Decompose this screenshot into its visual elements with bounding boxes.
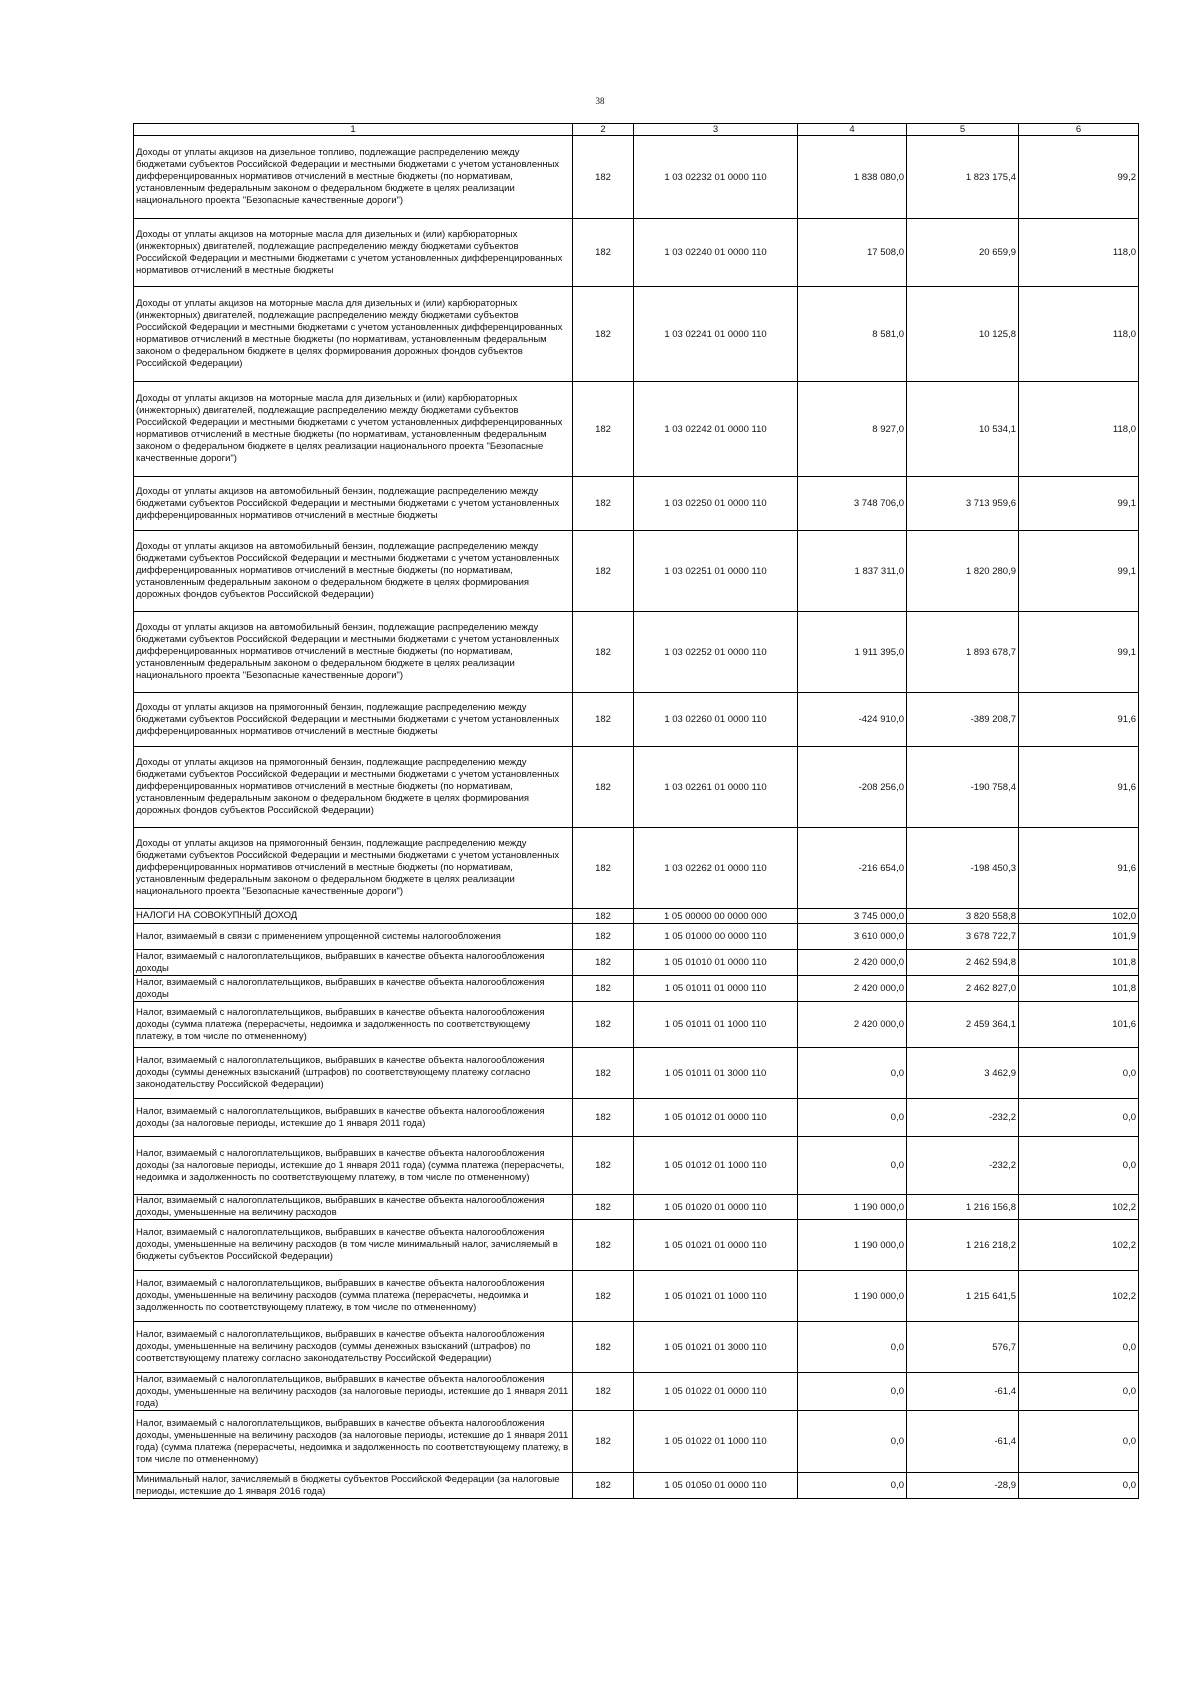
revenue-name-cell: Налог, взимаемый с налогоплательщиков, выбравших в качестве объекта налогообложения доходы, уменьшенные на величину расходов (за налоговые периоды, истекшие до 1 января 2011 года) — [134, 1373, 573, 1411]
admin-code-cell: 182 — [573, 1411, 634, 1473]
actual-amount-cell: 3 713 959,6 — [907, 477, 1019, 531]
revenue-name-cell: Налог, взимаемый с налогоплательщиков, выбравших в качестве объекта налогообложения доходы, уменьшенные на величину расходов (сумма платежа (перерасчеты, недоимка и задолженность по соответствующему платежу, в том числе по отмененному) — [134, 1271, 573, 1322]
column-number-row — [134, 124, 1139, 136]
actual-amount-cell: -198 450,3 — [907, 828, 1019, 909]
plan-amount-cell: -208 256,0 — [798, 747, 907, 828]
budget-code-cell: 1 03 02252 01 0000 110 — [634, 612, 798, 693]
table-row — [134, 1473, 1139, 1499]
plan-amount-cell: 3 610 000,0 — [798, 924, 907, 950]
budget-code-cell: 1 03 02260 01 0000 110 — [634, 693, 798, 747]
admin-code-cell: 182 — [573, 1220, 634, 1271]
actual-amount-cell: 10 534,1 — [907, 382, 1019, 477]
budget-code-cell: 1 05 01011 01 3000 110 — [634, 1048, 798, 1099]
actual-amount-cell: -61,4 — [907, 1411, 1019, 1473]
admin-code-cell: 182 — [573, 477, 634, 531]
revenue-name-cell: Доходы от уплаты акцизов на автомобильный бензин, подлежащие распределению между бюджетами субъектов Российской Федерации и местными бюджетами с учетом установленных дифференцированных нормативов отчислений в местные бюджеты — [134, 477, 573, 531]
execution-percent-cell: 101,9 — [1019, 924, 1139, 950]
plan-amount-cell: 1 837 311,0 — [798, 531, 907, 612]
execution-percent-cell: 101,8 — [1019, 976, 1139, 1002]
execution-percent-cell: 0,0 — [1019, 1099, 1139, 1137]
plan-amount-cell: 0,0 — [798, 1473, 907, 1499]
plan-amount-cell: -216 654,0 — [798, 828, 907, 909]
plan-amount-cell: 0,0 — [798, 1373, 907, 1411]
budget-code-cell: 1 05 01022 01 1000 110 — [634, 1411, 798, 1473]
revenue-name-cell: Доходы от уплаты акцизов на дизельное топливо, подлежащие распределению между бюджетами субъектов Российской Федерации и местными бюджетами с учетом установленных дифференцированных нормативов отчислений в местные бюджеты (по нормативам, установленным федеральным законом о федеральном бюджете в целях реализации национального проекта "Безопасные качественные дороги") — [134, 136, 573, 219]
revenue-name-cell: Налог, взимаемый с налогоплательщиков, выбравших в качестве объекта налогообложения доходы, уменьшенные на величину расходов (за налоговые периоды, истекшие до 1 января 2011 года) (сумма платежа (перерасчеты, недоимка и задолженность по соответствующему платежу, в том числе по отмененному) — [134, 1411, 573, 1473]
table-row — [134, 1195, 1139, 1220]
execution-percent-cell: 102,2 — [1019, 1220, 1139, 1271]
budget-code-cell: 1 05 01050 01 0000 110 — [634, 1473, 798, 1499]
execution-percent-cell: 0,0 — [1019, 1137, 1139, 1195]
page-number: 38 — [595, 96, 605, 106]
table-row — [134, 1220, 1139, 1271]
table-row — [134, 1271, 1139, 1322]
execution-percent-cell: 118,0 — [1019, 219, 1139, 287]
plan-amount-cell: 0,0 — [798, 1137, 907, 1195]
execution-percent-cell: 118,0 — [1019, 382, 1139, 477]
budget-code-cell: 1 05 01011 01 0000 110 — [634, 976, 798, 1002]
column-number: 1 — [134, 124, 573, 136]
table-row — [134, 612, 1139, 693]
actual-amount-cell: -389 208,7 — [907, 693, 1019, 747]
budget-code-cell: 1 03 02251 01 0000 110 — [634, 531, 798, 612]
plan-amount-cell: 8 927,0 — [798, 382, 907, 477]
revenue-name-cell: Доходы от уплаты акцизов на моторные масла для дизельных и (или) карбюраторных (инжекторных) двигателей, подлежащие распределению между бюджетами субъектов Российской Федерации и местными бюджетами с учетом установленных дифференцированных нормативов отчислений в местные бюджеты (по нормативам, установленным федеральным законом о федеральном бюджете в целях реализации национального проекта "Безопасные качественные дороги") — [134, 382, 573, 477]
plan-amount-cell: 1 190 000,0 — [798, 1220, 907, 1271]
admin-code-cell: 182 — [573, 1195, 634, 1220]
plan-amount-cell: -424 910,0 — [798, 693, 907, 747]
budget-code-cell: 1 03 02242 01 0000 110 — [634, 382, 798, 477]
execution-percent-cell: 118,0 — [1019, 287, 1139, 382]
plan-amount-cell: 3 748 706,0 — [798, 477, 907, 531]
admin-code-cell: 182 — [573, 1473, 634, 1499]
admin-code-cell: 182 — [573, 612, 634, 693]
plan-amount-cell: 8 581,0 — [798, 287, 907, 382]
table-row — [134, 828, 1139, 909]
admin-code-cell: 182 — [573, 1271, 634, 1322]
execution-percent-cell: 0,0 — [1019, 1411, 1139, 1473]
plan-amount-cell: 0,0 — [798, 1322, 907, 1373]
table-row — [134, 1048, 1139, 1099]
admin-code-cell: 182 — [573, 1099, 634, 1137]
budget-code-cell: 1 05 01021 01 0000 110 — [634, 1220, 798, 1271]
revenue-name-cell: Налог, взимаемый с налогоплательщиков, выбравших в качестве объекта налогообложения доходы (за налоговые периоды, истекшие до 1 января 2011 года) — [134, 1099, 573, 1137]
execution-percent-cell: 0,0 — [1019, 1473, 1139, 1499]
table-row — [134, 1322, 1139, 1373]
execution-percent-cell: 0,0 — [1019, 1373, 1139, 1411]
revenue-name-cell: Доходы от уплаты акцизов на моторные масла для дизельных и (или) карбюраторных (инжекторных) двигателей, подлежащие распределению между бюджетами субъектов Российской Федерации и местными бюджетами с учетом установленных дифференцированных нормативов отчислений в местные бюджеты (по нормативам, установленным федеральным законом о федеральном бюджете в целях формирования дорожных фондов субъектов Российской Федерации) — [134, 287, 573, 382]
admin-code-cell: 182 — [573, 950, 634, 976]
column-number: 5 — [907, 124, 1019, 136]
admin-code-cell: 182 — [573, 136, 634, 219]
budget-code-cell: 1 03 02250 01 0000 110 — [634, 477, 798, 531]
revenue-name-cell: Доходы от уплаты акцизов на прямогонный бензин, подлежащие распределению между бюджетами субъектов Российской Федерации и местными бюджетами с учетом установленных дифференцированных нормативов отчислений в местные бюджеты (по нормативам, установленным федеральным законом о федеральном бюджете в целях реализации национального проекта "Безопасные качественные дороги") — [134, 828, 573, 909]
admin-code-cell: 182 — [573, 909, 634, 924]
table-row — [134, 1002, 1139, 1048]
execution-percent-cell: 102,0 — [1019, 909, 1139, 924]
actual-amount-cell: 1 823 175,4 — [907, 136, 1019, 219]
revenue-name-cell: Налог, взимаемый с налогоплательщиков, выбравших в качестве объекта налогообложения доходы (за налоговые периоды, истекшие до 1 января 2011 года) (сумма платежа (перерасчеты, недоимка и задолженность по соответствующему платежу, в том числе по отмененному) — [134, 1137, 573, 1195]
table-row — [134, 950, 1139, 976]
actual-amount-cell: -232,2 — [907, 1099, 1019, 1137]
execution-percent-cell: 99,2 — [1019, 136, 1139, 219]
budget-code-cell: 1 05 01012 01 0000 110 — [634, 1099, 798, 1137]
revenue-name-cell: Доходы от уплаты акцизов на прямогонный бензин, подлежащие распределению между бюджетами субъектов Российской Федерации и местными бюджетами с учетом установленных дифференцированных нормативов отчислений в местные бюджеты (по нормативам, установленным федеральным законом о федеральном бюджете в целях формирования дорожных фондов субъектов Российской Федерации) — [134, 747, 573, 828]
revenue-name-cell: Доходы от уплаты акцизов на автомобильный бензин, подлежащие распределению между бюджетами субъектов Российской Федерации и местными бюджетами с учетом установленных дифференцированных нормативов отчислений в местные бюджеты (по нормативам, установленным федеральным законом о федеральном бюджете в целях формирования дорожных фондов субъектов Российской Федерации) — [134, 531, 573, 612]
actual-amount-cell: 1 216 218,2 — [907, 1220, 1019, 1271]
admin-code-cell: 182 — [573, 1048, 634, 1099]
plan-amount-cell: 0,0 — [798, 1048, 907, 1099]
actual-amount-cell: 3 820 558,8 — [907, 909, 1019, 924]
budget-code-cell: 1 03 02262 01 0000 110 — [634, 828, 798, 909]
admin-code-cell: 182 — [573, 531, 634, 612]
table-row — [134, 287, 1139, 382]
admin-code-cell: 182 — [573, 924, 634, 950]
table-row — [134, 693, 1139, 747]
revenue-name-cell: Налог, взимаемый с налогоплательщиков, выбравших в качестве объекта налогообложения доходы — [134, 976, 573, 1002]
revenue-name-cell: Налог, взимаемый с налогоплательщиков, выбравших в качестве объекта налогообложения доходы, уменьшенные на величину расходов (в том числе минимальный налог, зачисляемый в бюджеты субъектов Российской Федерации) — [134, 1220, 573, 1271]
actual-amount-cell: 2 462 594,8 — [907, 950, 1019, 976]
table-row — [134, 909, 1139, 924]
budget-code-cell: 1 03 02261 01 0000 110 — [634, 747, 798, 828]
admin-code-cell: 182 — [573, 287, 634, 382]
table-row — [134, 976, 1139, 1002]
revenue-name-cell: Минимальный налог, зачисляемый в бюджеты субъектов Российской Федерации (за налоговые периоды, истекшие до 1 января 2016 года) — [134, 1473, 573, 1499]
table-row — [134, 477, 1139, 531]
revenue-table — [133, 123, 1139, 1499]
actual-amount-cell: 2 459 364,1 — [907, 1002, 1019, 1048]
execution-percent-cell: 91,6 — [1019, 747, 1139, 828]
execution-percent-cell: 91,6 — [1019, 828, 1139, 909]
admin-code-cell: 182 — [573, 747, 634, 828]
revenue-name-cell: Налог, взимаемый с налогоплательщиков, выбравших в качестве объекта налогообложения доходы (сумма платежа (перерасчеты, недоимка и задолженность по соответствующему платежу, в том числе по отмененному) — [134, 1002, 573, 1048]
revenue-name-cell: НАЛОГИ НА СОВОКУПНЫЙ ДОХОД — [134, 909, 573, 924]
execution-percent-cell: 0,0 — [1019, 1322, 1139, 1373]
admin-code-cell: 182 — [573, 976, 634, 1002]
plan-amount-cell: 17 508,0 — [798, 219, 907, 287]
budget-code-cell: 1 03 02241 01 0000 110 — [634, 287, 798, 382]
table-row — [134, 1099, 1139, 1137]
plan-amount-cell: 1 190 000,0 — [798, 1195, 907, 1220]
column-number: 3 — [634, 124, 798, 136]
actual-amount-cell: -28,9 — [907, 1473, 1019, 1499]
admin-code-cell: 182 — [573, 1137, 634, 1195]
revenue-name-cell: Доходы от уплаты акцизов на автомобильный бензин, подлежащие распределению между бюджетами субъектов Российской Федерации и местными бюджетами с учетом установленных дифференцированных нормативов отчислений в местные бюджеты (по нормативам, установленным федеральным законом о федеральном бюджете в целях реализации национального проекта "Безопасные качественные дороги") — [134, 612, 573, 693]
budget-code-cell: 1 05 01022 01 0000 110 — [634, 1373, 798, 1411]
revenue-name-cell: Налог, взимаемый с налогоплательщиков, выбравших в качестве объекта налогообложения доходы — [134, 950, 573, 976]
budget-code-cell: 1 03 02240 01 0000 110 — [634, 219, 798, 287]
plan-amount-cell: 1 911 395,0 — [798, 612, 907, 693]
actual-amount-cell: -61,4 — [907, 1373, 1019, 1411]
table-row — [134, 531, 1139, 612]
plan-amount-cell: 3 745 000,0 — [798, 909, 907, 924]
actual-amount-cell: 20 659,9 — [907, 219, 1019, 287]
execution-percent-cell: 0,0 — [1019, 1048, 1139, 1099]
plan-amount-cell: 1 190 000,0 — [798, 1271, 907, 1322]
admin-code-cell: 182 — [573, 219, 634, 287]
actual-amount-cell: 2 462 827,0 — [907, 976, 1019, 1002]
actual-amount-cell: 10 125,8 — [907, 287, 1019, 382]
actual-amount-cell: -232,2 — [907, 1137, 1019, 1195]
column-number: 6 — [1019, 124, 1139, 136]
revenue-name-cell: Налог, взимаемый с налогоплательщиков, выбравших в качестве объекта налогообложения доходы, уменьшенные на величину расходов (суммы денежных взысканий (штрафов) по соответствующему платежу согласно законодательству Российской Федерации) — [134, 1322, 573, 1373]
admin-code-cell: 182 — [573, 382, 634, 477]
revenue-name-cell: Налог, взимаемый с налогоплательщиков, выбравших в качестве объекта налогообложения доходы (суммы денежных взысканий (штрафов) по соответствующему платежу согласно законодательству Российской Федерации) — [134, 1048, 573, 1099]
revenue-name-cell: Доходы от уплаты акцизов на прямогонный бензин, подлежащие распределению между бюджетами субъектов Российской Федерации и местными бюджетами с учетом установленных дифференцированных нормативов отчислений в местные бюджеты — [134, 693, 573, 747]
budget-code-cell: 1 05 01011 01 1000 110 — [634, 1002, 798, 1048]
admin-code-cell: 182 — [573, 1002, 634, 1048]
table-row — [134, 747, 1139, 828]
budget-code-cell: 1 05 00000 00 0000 000 — [634, 909, 798, 924]
execution-percent-cell: 101,8 — [1019, 950, 1139, 976]
table-row — [134, 1373, 1139, 1411]
execution-percent-cell: 99,1 — [1019, 477, 1139, 531]
execution-percent-cell: 91,6 — [1019, 693, 1139, 747]
table-row — [134, 1411, 1139, 1473]
table-row — [134, 219, 1139, 287]
admin-code-cell: 182 — [573, 1373, 634, 1411]
budget-code-cell: 1 05 01021 01 3000 110 — [634, 1322, 798, 1373]
table-row — [134, 382, 1139, 477]
actual-amount-cell: 3 678 722,7 — [907, 924, 1019, 950]
actual-amount-cell: 576,7 — [907, 1322, 1019, 1373]
plan-amount-cell: 2 420 000,0 — [798, 976, 907, 1002]
plan-amount-cell: 0,0 — [798, 1099, 907, 1137]
actual-amount-cell: 1 215 641,5 — [907, 1271, 1019, 1322]
budget-code-cell: 1 05 01000 00 0000 110 — [634, 924, 798, 950]
budget-code-cell: 1 05 01020 01 0000 110 — [634, 1195, 798, 1220]
column-number: 4 — [798, 124, 907, 136]
plan-amount-cell: 0,0 — [798, 1411, 907, 1473]
table-row — [134, 924, 1139, 950]
execution-percent-cell: 99,1 — [1019, 612, 1139, 693]
table-body — [134, 136, 1139, 1499]
budget-code-cell: 1 03 02232 01 0000 110 — [634, 136, 798, 219]
execution-percent-cell: 101,6 — [1019, 1002, 1139, 1048]
actual-amount-cell: 1 820 280,9 — [907, 531, 1019, 612]
actual-amount-cell: 3 462,9 — [907, 1048, 1019, 1099]
revenue-name-cell: Доходы от уплаты акцизов на моторные масла для дизельных и (или) карбюраторных (инжекторных) двигателей, подлежащие распределению между бюджетами субъектов Российской Федерации и местными бюджетами с учетом установленных дифференцированных нормативов отчислений в местные бюджеты — [134, 219, 573, 287]
revenue-name-cell: Налог, взимаемый в связи с применением упрощенной системы налогообложения — [134, 924, 573, 950]
execution-percent-cell: 102,2 — [1019, 1195, 1139, 1220]
table-row — [134, 1137, 1139, 1195]
actual-amount-cell: 1 893 678,7 — [907, 612, 1019, 693]
plan-amount-cell: 2 420 000,0 — [798, 1002, 907, 1048]
admin-code-cell: 182 — [573, 828, 634, 909]
actual-amount-cell: 1 216 156,8 — [907, 1195, 1019, 1220]
plan-amount-cell: 1 838 080,0 — [798, 136, 907, 219]
admin-code-cell: 182 — [573, 693, 634, 747]
budget-code-cell: 1 05 01010 01 0000 110 — [634, 950, 798, 976]
revenue-name-cell: Налог, взимаемый с налогоплательщиков, выбравших в качестве объекта налогообложения доходы, уменьшенные на величину расходов — [134, 1195, 573, 1220]
budget-code-cell: 1 05 01012 01 1000 110 — [634, 1137, 798, 1195]
plan-amount-cell: 2 420 000,0 — [798, 950, 907, 976]
budget-code-cell: 1 05 01021 01 1000 110 — [634, 1271, 798, 1322]
actual-amount-cell: -190 758,4 — [907, 747, 1019, 828]
column-number: 2 — [573, 124, 634, 136]
execution-percent-cell: 102,2 — [1019, 1271, 1139, 1322]
execution-percent-cell: 99,1 — [1019, 531, 1139, 612]
admin-code-cell: 182 — [573, 1322, 634, 1373]
table-row — [134, 136, 1139, 219]
